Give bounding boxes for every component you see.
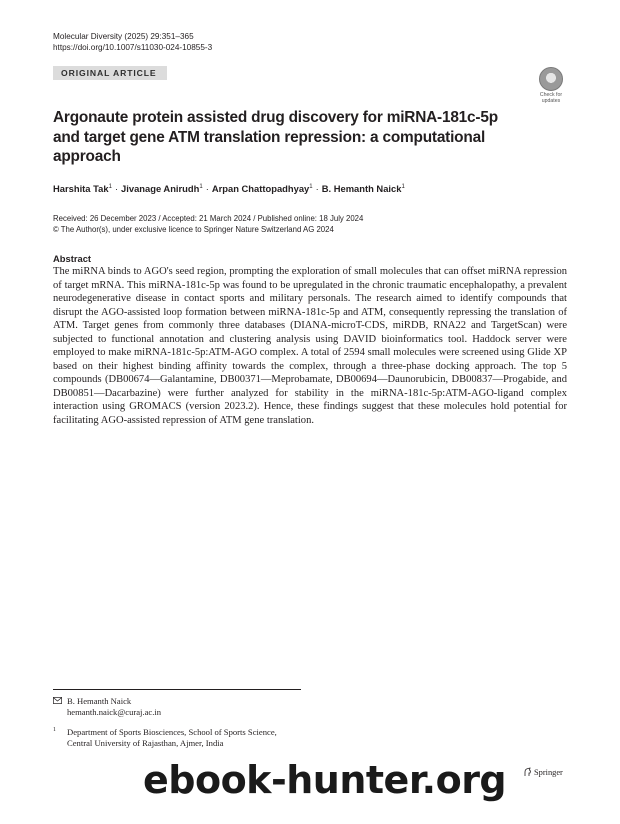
article-title: Argonaute protein assisted drug discovery for miRNA-181c-5p and target gene ATM translation repression: a computational approach <box>53 109 498 165</box>
publisher-logo <box>523 767 563 777</box>
article-type-badge: ORIGINAL ARTICLE <box>53 66 167 80</box>
author-name[interactable]: B. Hemanth Naick <box>321 183 402 194</box>
correspondence-email[interactable]: hemanth.naick@curaj.ac.in <box>67 707 162 717</box>
affiliation-line: Central University of Rajasthan, Ajmer, India <box>67 738 224 748</box>
copyright-line: © The Author(s), under exclusive licence to Springer Nature Switzerland AG 2024 <box>53 224 334 234</box>
affiliation-note <box>53 727 277 749</box>
correspondence-name: B. Hemanth Naick <box>67 696 132 706</box>
abstract-heading: Abstract <box>53 253 92 264</box>
envelope-icon <box>53 697 62 704</box>
date-history: Received: 26 December 2023 / Accepted: 21 March 2024 / Published online: 18 July 2024 <box>53 214 364 223</box>
updates-label: Check for updates <box>539 92 563 104</box>
publisher-name: Springer <box>534 768 563 777</box>
affiliation-line: Department of Sports Biosciences, School of Sports Science, <box>67 727 277 737</box>
doi-link[interactable]: https://doi.org/10.1007/s11030-024-10855-3 <box>53 43 213 52</box>
author-name[interactable]: Arpan Chattopadhyay <box>211 183 310 194</box>
author-separator: · <box>315 183 319 194</box>
check-for-updates-button[interactable] <box>535 67 567 104</box>
watermark-text: ebook-hunter.org <box>143 758 507 802</box>
affiliation-number: 1 <box>53 727 56 733</box>
springer-horse-icon <box>523 767 532 777</box>
updates-icon <box>539 67 563 91</box>
author-affiliation: 1 <box>199 184 203 190</box>
author-separator: · <box>205 183 209 194</box>
correspondence-note <box>53 696 161 718</box>
author-affiliation: 1 <box>401 184 405 190</box>
publication-dates <box>53 214 363 235</box>
author-name[interactable]: Harshita Tak <box>53 183 109 194</box>
journal-citation: Molecular Diversity (2025) 29:351–365 <box>53 32 194 41</box>
abstract-text: The miRNA binds to AGO's seed region, prompting the exploration of small molecules that can offset miRNA repression of target mRNA. This miRNA-181c-5p was found to be upregulated in the chronic traumatic encephalopathy, a prevalent neurodegenerative disease in contact sports and military personals. The research aimed to identify compounds that disrupt the AGO-assisted loop formation between miRNA-181c-5p and ATM, consequently repressing the translation of ATM. Target genes from commonly three databases (DIANA-microT-CDS, miRDB, RNA22 and TargetScan) were subjected to functional annotation and clustering analysis using DAVID bioinformatics tool. Haddock server were employed to make miRNA-181c-5p:ATM-AGO complex. A total of 2594 small molecules were screened using Glide XP based on their highest binding affinity towards the complex, through a three-phase docking approach. The top 5 compounds (DB00674—Galantamine, DB00371—Meprobamate, DB00694—Daunorubicin, DB00837—Progabide, and DB00851—Dacarbazine) were further analyzed for stability in the miRNA-181c-5p:ATM-AGO-ligand complex interaction using GROMACS (version 2023.2). Hence, these findings suggest that these molecules hold potential for facilitating AGO-assisted repression of ATM gene translation. <box>53 266 567 426</box>
author-affiliation: 1 <box>108 184 112 190</box>
footnote-divider <box>53 689 301 690</box>
author-name[interactable]: Jivanage Anirudh <box>121 183 200 194</box>
author-list <box>53 181 405 195</box>
author-affiliation: 1 <box>309 184 313 190</box>
author-separator: · <box>114 183 119 194</box>
